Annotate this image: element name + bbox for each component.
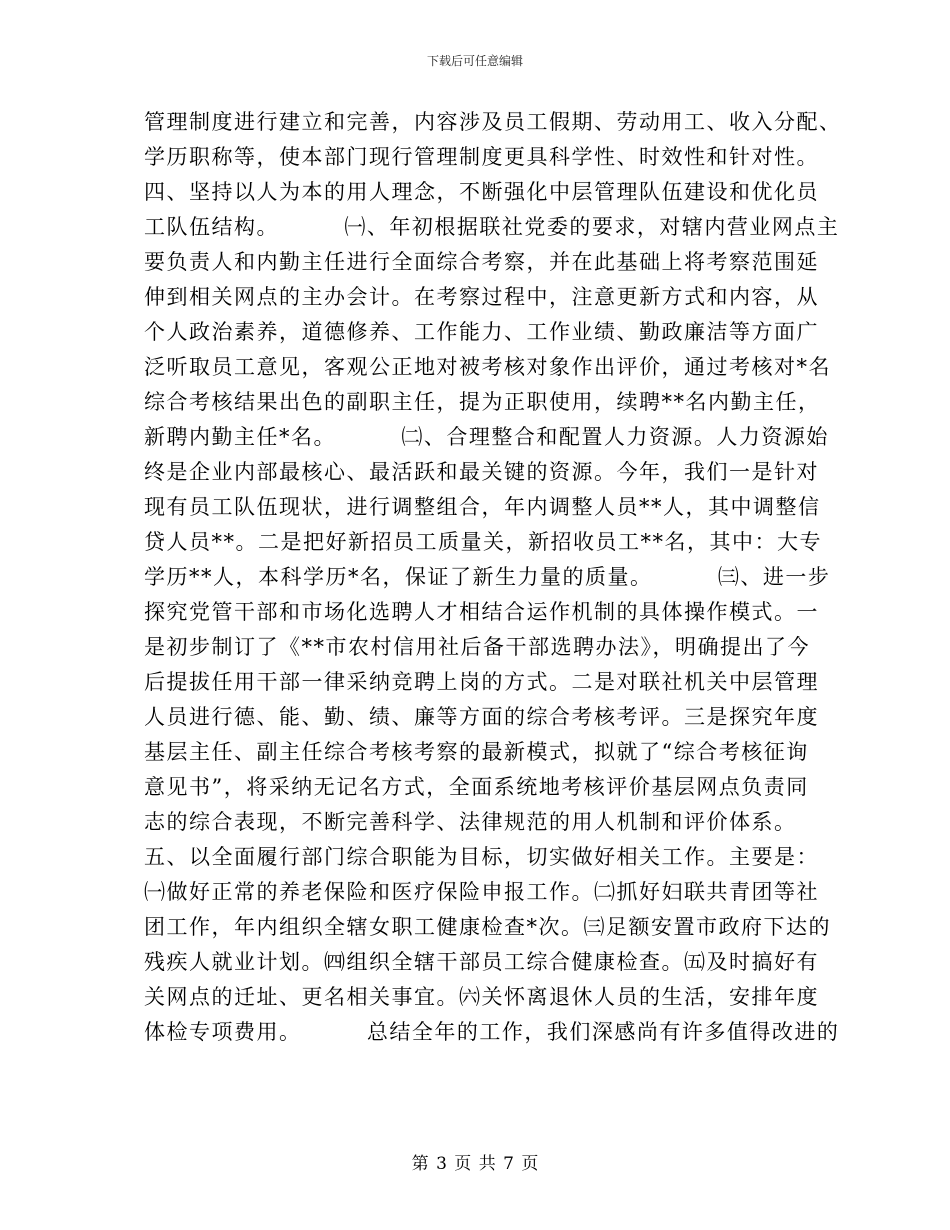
text-line: 人员进行德、能、勤、绩、廉等方面的综合考核考评。三是探究年度 bbox=[144, 705, 819, 729]
text-line: 现有员工队伍现状，进行调整组合，年内调整人员**人，其中调整信 bbox=[144, 495, 821, 519]
text-line: 团工作，年内组织全辖女职工健康检查*次。㈢足额安置市政府下达的 bbox=[144, 915, 831, 939]
text-line: 个人政治素养，道德修养、工作能力、工作业绩、勤政廉洁等方面广 bbox=[144, 320, 819, 344]
text-line: 意见书”，将采纳无记名方式，全面系统地考核评价基层网点负责同 bbox=[144, 775, 809, 799]
text-line: 终是企业内部最核心、最活跃和最关键的资源。今年，我们一是针对 bbox=[144, 460, 819, 484]
text-line: 泛听取员工意见，客观公正地对被考核对象作出评价，通过考核对*名 bbox=[144, 355, 831, 379]
text-line: 要负责人和内勤主任进行全面综合考察，并在此基础上将考察范围延 bbox=[144, 250, 819, 274]
text-line: 关网点的迁址、更名相关事宜。㈥关怀离退休人员的生活，安排年度 bbox=[144, 985, 819, 1009]
text-line: 管理制度进行建立和完善，内容涉及员工假期、劳动用工、收入分配、 bbox=[144, 110, 842, 134]
text-line: 志的综合表现，不断完善科学、法律规范的用人机制和评价体系。 bbox=[144, 810, 797, 834]
text-line: 是初步制订了《**市农村信用社后备干部选聘办法》，明确提出了今 bbox=[144, 635, 810, 659]
text-line: 综合考核结果出色的副职主任，提为正职使用，续聘**名内勤主任， bbox=[144, 390, 821, 414]
text-line: 学历职称等，使本部门现行管理制度更具科学性、时效性和针对性。 bbox=[144, 145, 819, 169]
text-line: 贷人员**。二是把好新招员工质量关，新招收员工**名，其中：大专 bbox=[144, 530, 822, 554]
text-line: 残疾人就业计划。㈣组织全辖干部员工综合健康检查。㈤及时搞好有 bbox=[144, 950, 819, 974]
text-line: 四、坚持以人为本的用人理念，不断强化中层管理队伍建设和优化员 bbox=[144, 180, 819, 204]
text-line: 探究党管干部和市场化选聘人才相结合运作机制的具体操作模式。一 bbox=[144, 600, 819, 624]
text-line: 五、以全面履行部门综合职能为目标，切实做好相关工作。主要是： bbox=[144, 845, 819, 869]
header-note: 下载后可任意编辑 bbox=[426, 54, 523, 68]
page-number-footer: 第 3 页 共 7 页 bbox=[411, 1154, 539, 1174]
text-line: 学历**人，本科学历*名，保证了新生力量的质量。 ㈢、进一步 bbox=[144, 565, 831, 589]
text-line: 基层主任、副主任综合考核考察的最新模式，拟就了“综合考核征询 bbox=[144, 740, 809, 764]
text-line: ㈠做好正常的养老保险和医疗保险申报工作。㈡抓好妇联共青团等社 bbox=[144, 880, 819, 904]
text-line: 体检专项费用。 总结全年的工作，我们深感尚有许多值得改进的 bbox=[144, 1020, 840, 1044]
text-line: 新聘内勤主任*名。 ㈡、合理整合和配置人力资源。人力资源始 bbox=[144, 425, 829, 449]
text-line: 后提拔任用干部一律采纳竞聘上岗的方式。二是对联社机关中层管理 bbox=[144, 670, 819, 694]
text-line: 工队伍结构。 ㈠、年初根据联社党委的要求，对辖内营业网点主 bbox=[144, 215, 840, 239]
text-line: 伸到相关网点的主办会计。在考察过程中，注意更新方式和内容，从 bbox=[144, 285, 819, 309]
